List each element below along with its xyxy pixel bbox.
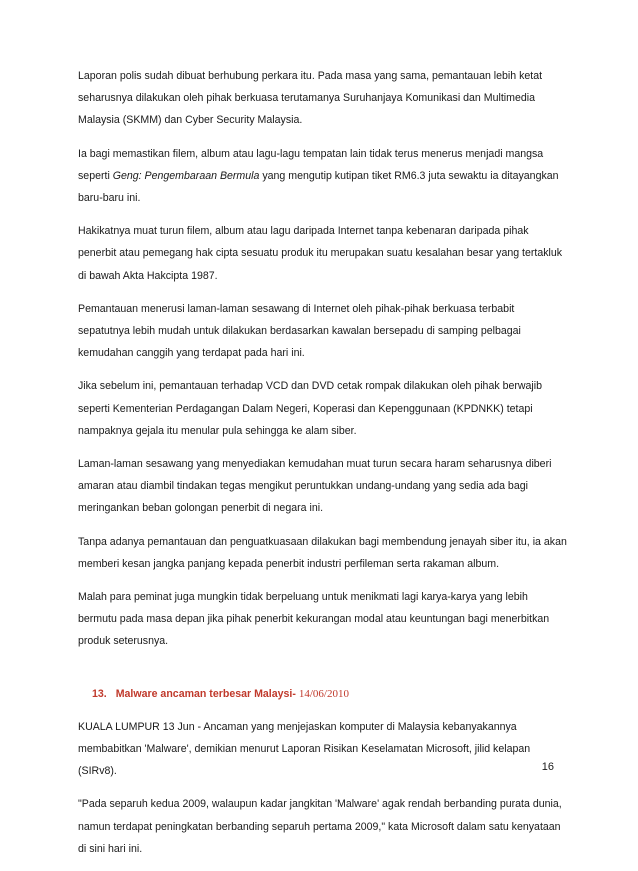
paragraph-fans-impact: Malah para peminat juga mungkin tidak berpeluang untuk menikmati lagi karya-karya yang lebih bermutu pada masa depan jika pihak penerbit kekurangan modal atau keuntungan bagi menerbitkan produk seterusnya. [78,591,550,648]
section-date: 14/06/2010 [298,687,349,700]
section-heading [92,683,568,705]
paragraph-illegal-download-sites: Laman-laman sesawang yang menyediakan kemudahan muat turun secara haram seharusnya diberi amaran atau diambil tindakan tegas mengikut peruntukkan undang-undang yang sedia ada bagi meringankan beban golongan penerbit di negara ini. [78,458,552,515]
paragraph-website-monitoring: Pemantauan menerusi laman-laman sesawang di Internet oleh pihak-pihak berkuasa terbabit sepatutnya lebih mudah untuk dilakukan berdasarkan kawalan bersepadu di samping pelbagai kemudahan canggih yang terdapat pada hari ini. [78,302,521,360]
paragraph-vcd-dvd-piracy: Jika sebelum ini, pemantauan terhadap VCD dan DVD cetak rompak dilakukan oleh pihak berwajib seperti Kementerian Perdagangan Dalam Negeri, Koperasi dan Kepenggunaan (KPDNKK) tetapi nampaknya gejala itu menular pula sehingga ke alam siber. [78,380,543,437]
article-quote-paragraph: "Pada separuh kedua 2009, walaupun kadar jangkitan 'Malware' agak rendah berbanding purata dunia, namun terdapat peningkatan berbanding separuh pertama 2009," kata Microsoft dalam satu kenyataan di sini hari ini. [78,798,562,855]
section-title: Malware ancaman terbesar Malaysi- [115,687,296,700]
section-number: 13. [92,687,107,700]
page-number: 16 [541,761,554,773]
paragraph-film-victims-text-end: yang mengutip kutipan tiket RM6.3 juta sewaktu ia ditayangkan baru-baru ini. [78,169,559,205]
paragraph-copyright-act: Hakikatnya muat turun filem, album atau lagu daripada Internet tanpa kebenaran daripada pihak penerbit atau pemegang hak cipta sesuatu produk itu merupakan suatu kesalahan besar yang tertakluk di bawah Akta Hakcipta 1987. [78,225,563,282]
paragraph-police-report: Laporan polis sudah dibuat berhubung perkara itu. Pada masa yang sama, pemantauan lebih ketat seharusnya dilakukan oleh pihak berkuasa terutamanya Suruhanjaya Komunikasi dan Multimedia Malaysia (SKMM) dan Cyber Security Malaysia. [78,70,543,127]
paragraph-film-victims [78,143,568,210]
document-body [78,65,568,871]
film-title-emphasis: Geng: Pengembaraan Bermula [112,169,260,182]
article-lead-paragraph: KUALA LUMPUR 13 Jun - Ancaman yang menjejaskan komputer di Malaysia kebanyakannya membabitkan 'Malware', demikian menurut Laporan Risikan Keselamatan Microsoft, jilid kelapan (SIRv8). [78,720,531,778]
paragraph-film-victims-text-start: Ia bagi memastikan filem, album atau lagu-lagu tempatan lain tidak terus menerus menjadi mangsa seperti [78,147,544,182]
paragraph-enforcement: Tanpa adanya pemantauan dan penguatkuasaan dilakukan bagi membendung jenayah siber itu, ia akan memberi kesan jangka panjang kepada penerbit industri perfileman serta rakaman album. [78,535,567,570]
